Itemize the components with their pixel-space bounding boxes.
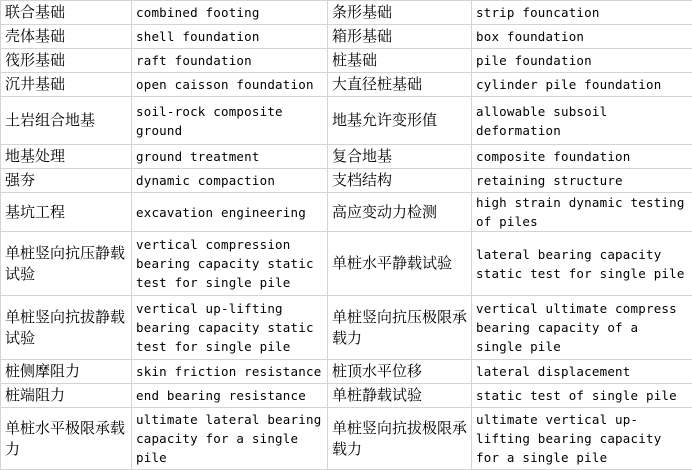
chinese-term-cell[interactable]: 桩端阻力 (1, 384, 132, 408)
english-term-cell[interactable]: lateral displacement (472, 360, 692, 384)
chinese-term-cell[interactable]: 桩基础 (328, 49, 472, 73)
english-term-cell[interactable]: vertical compression bearing capacity static test for single pile (132, 232, 328, 296)
table-row (1, 1, 692, 25)
english-term-cell[interactable]: composite foundation (472, 145, 692, 169)
english-term-cell[interactable]: lateral bearing capacity static test for single pile (472, 232, 692, 296)
english-term-cell[interactable]: box foundation (472, 25, 692, 49)
table-row (1, 193, 692, 232)
chinese-term-cell[interactable]: 单桩静载试验 (328, 384, 472, 408)
chinese-term-cell[interactable]: 土岩组合地基 (1, 97, 132, 145)
english-term-cell[interactable]: pile foundation (472, 49, 692, 73)
table-row (1, 232, 692, 296)
chinese-term-cell[interactable]: 大直径桩基础 (328, 73, 472, 97)
chinese-term-cell[interactable]: 联合基础 (1, 1, 132, 25)
chinese-term-cell[interactable]: 复合地基 (328, 145, 472, 169)
english-term-cell[interactable]: vertical up-lifting bearing capacity static test for single pile (132, 296, 328, 360)
chinese-term-cell[interactable]: 桩顶水平位移 (328, 360, 472, 384)
chinese-term-cell[interactable]: 地基允许变形值 (328, 97, 472, 145)
chinese-term-cell[interactable]: 支档结构 (328, 169, 472, 193)
english-term-cell[interactable]: skin friction resistance (132, 360, 328, 384)
chinese-term-cell[interactable]: 单桩竖向抗压极限承载力 (328, 296, 472, 360)
english-term-cell[interactable]: high strain dynamic testing of piles (472, 193, 692, 232)
english-term-cell[interactable]: allowable subsoil deformation (472, 97, 692, 145)
english-term-cell[interactable]: shell foundation (132, 25, 328, 49)
english-term-cell[interactable]: vertical ultimate compress bearing capacity of a single pile (472, 296, 692, 360)
table-row (1, 360, 692, 384)
english-term-cell[interactable]: soil-rock composite ground (132, 97, 328, 145)
english-term-cell[interactable]: excavation engineering (132, 193, 328, 232)
table-row (1, 169, 692, 193)
english-term-cell[interactable]: ultimate vertical up-lifting bearing capacity for a single pile (472, 408, 692, 470)
table-row (1, 25, 692, 49)
table-row (1, 408, 692, 470)
table-row (1, 49, 692, 73)
chinese-term-cell[interactable]: 壳体基础 (1, 25, 132, 49)
chinese-term-cell[interactable]: 单桩水平静载试验 (328, 232, 472, 296)
table-row (1, 384, 692, 408)
chinese-term-cell[interactable]: 高应变动力检测 (328, 193, 472, 232)
english-term-cell[interactable]: raft foundation (132, 49, 328, 73)
english-term-cell[interactable]: end bearing resistance (132, 384, 328, 408)
english-term-cell[interactable]: static test of single pile (472, 384, 692, 408)
chinese-term-cell[interactable]: 单桩竖向抗拔静载试验 (1, 296, 132, 360)
chinese-term-cell[interactable]: 单桩竖向抗压静载试验 (1, 232, 132, 296)
chinese-term-cell[interactable]: 单桩水平极限承载力 (1, 408, 132, 470)
english-term-cell[interactable]: ground treatment (132, 145, 328, 169)
english-term-cell[interactable]: combined footing (132, 1, 328, 25)
chinese-term-cell[interactable]: 沉井基础 (1, 73, 132, 97)
english-term-cell[interactable]: retaining structure (472, 169, 692, 193)
chinese-term-cell[interactable]: 桩侧摩阻力 (1, 360, 132, 384)
chinese-term-cell[interactable]: 基坑工程 (1, 193, 132, 232)
table-row (1, 97, 692, 145)
english-term-cell[interactable]: open caisson foundation (132, 73, 328, 97)
chinese-term-cell[interactable]: 强夯 (1, 169, 132, 193)
chinese-term-cell[interactable]: 箱形基础 (328, 25, 472, 49)
chinese-term-cell[interactable]: 地基处理 (1, 145, 132, 169)
english-term-cell[interactable]: strip founcation (472, 1, 692, 25)
chinese-term-cell[interactable]: 条形基础 (328, 1, 472, 25)
chinese-term-cell[interactable]: 单桩竖向抗拔极限承载力 (328, 408, 472, 470)
english-term-cell[interactable]: ultimate lateral bearing capacity for a single pile (132, 408, 328, 470)
english-term-cell[interactable]: cylinder pile foundation (472, 73, 692, 97)
table-row (1, 296, 692, 360)
chinese-term-cell[interactable]: 筏形基础 (1, 49, 132, 73)
table-row (1, 145, 692, 169)
table-row (1, 73, 692, 97)
english-term-cell[interactable]: dynamic compaction (132, 169, 328, 193)
